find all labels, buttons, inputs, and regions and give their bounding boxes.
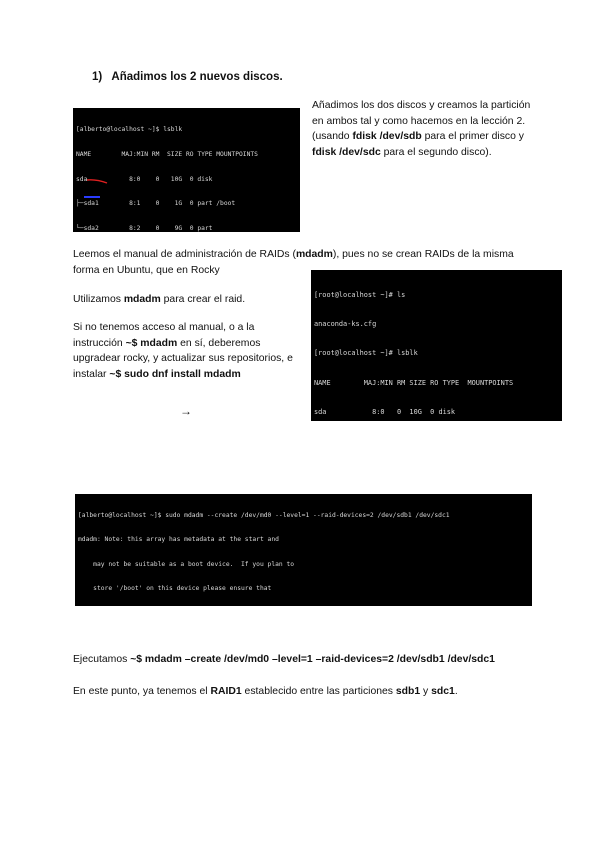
terminal-line: sda 8:0 0 10G 0 disk xyxy=(76,175,213,183)
terminal-line: [alberto@localhost ~]$ lsblk xyxy=(76,126,183,134)
paragraph-install-mdadm xyxy=(73,320,305,382)
bold-command: mdadm xyxy=(123,294,161,305)
terminal-screenshot-lsblk-root xyxy=(311,270,562,421)
bold-command: mdadm xyxy=(295,249,333,260)
terminal-line: NAME MAJ:MIN RM SIZE RO TYPE MOUNTPOINTS xyxy=(314,378,514,387)
paragraph-add-disks xyxy=(312,98,537,160)
terminal-line: mdadm: Note: this array has metadata at the start and xyxy=(78,536,279,544)
heading-text: Añadimos los 2 nuevos discos. xyxy=(111,71,283,83)
terminal-line: anaconda-ks.cfg xyxy=(314,319,377,328)
bold-term: sdc1 xyxy=(431,686,455,697)
bold-term: sdb1 xyxy=(395,686,421,697)
terminal-line: may not be suitable as a boot device. If you plan to xyxy=(78,560,295,568)
bold-command: ~$ sudo dnf install mdadm xyxy=(109,368,241,380)
text: Ejecutamos xyxy=(73,654,131,665)
bold-command: fdisk /dev/sdb xyxy=(352,131,422,143)
blue-underline-mark xyxy=(84,196,100,198)
text: Leemos el manual de administración de RAIDs ( xyxy=(73,249,296,260)
terminal-line: ├─sda1 8:1 0 1G 0 part /boot xyxy=(76,200,236,208)
text: para el segundo disco). xyxy=(380,146,492,158)
text: para crear el raid. xyxy=(160,294,246,305)
terminal-line: [root@localhost ~]# lsblk xyxy=(314,349,418,358)
terminal-line: └─sda2 8:2 0 9G 0 part xyxy=(76,224,213,232)
text: para el primer disco y xyxy=(421,131,524,143)
text: en sí, deberemos upgradear rocky, y actualizar sus repositorios, e instalar xyxy=(73,337,293,380)
terminal-screenshot-mdadm-create xyxy=(75,494,532,606)
paragraph-execute-command xyxy=(73,652,553,668)
bold-command: ~$ mdadm –create /dev/md0 –level=1 –raid-devices=2 /dev/sdb1 /dev/sdc1 xyxy=(130,654,495,665)
text: Utilizamos xyxy=(73,294,124,305)
red-underline-mark xyxy=(86,178,108,184)
text: establecido entre las particiones xyxy=(241,686,396,697)
heading-number: 1) xyxy=(92,71,103,83)
bold-term: RAID1 xyxy=(210,686,242,697)
text: ), pues no se crean RAIDs de la misma forma en Ubuntu, que en Rocky xyxy=(73,249,514,276)
terminal-line: NAME MAJ:MIN RM SIZE RO TYPE MOUNTPOINTS xyxy=(76,151,258,159)
terminal-line: store '/boot' on this device please ensure that xyxy=(78,585,272,593)
text: Si no tenemos acceso al manual, o a la instrucción xyxy=(73,322,255,349)
text: . xyxy=(454,686,458,697)
text: y xyxy=(420,686,432,697)
text: En este punto, ya tenemos el xyxy=(73,686,211,697)
right-arrow-icon: → xyxy=(180,404,192,418)
terminal-line: [alberto@localhost ~]$ sudo mdadm --create /dev/md0 --level=1 --raid-devices=2 /dev/sdb1 /dev/sdc1 xyxy=(78,512,450,520)
paragraph-use-mdadm xyxy=(73,292,303,308)
terminal-line: [root@localhost ~]# ls xyxy=(314,290,406,299)
paragraph-raid-established xyxy=(73,684,553,700)
section-heading xyxy=(92,71,283,83)
bold-command: fdisk /dev/sdc xyxy=(312,146,381,158)
terminal-line: sda 8:0 0 10G 0 disk xyxy=(314,408,456,417)
text: Añadimos los dos discos y creamos la partición en ambos tal y como hacemos en la lección 2. (usando xyxy=(312,100,531,143)
bold-command: ~$ mdadm xyxy=(125,337,178,349)
terminal-screenshot-lsblk-user xyxy=(73,108,300,232)
